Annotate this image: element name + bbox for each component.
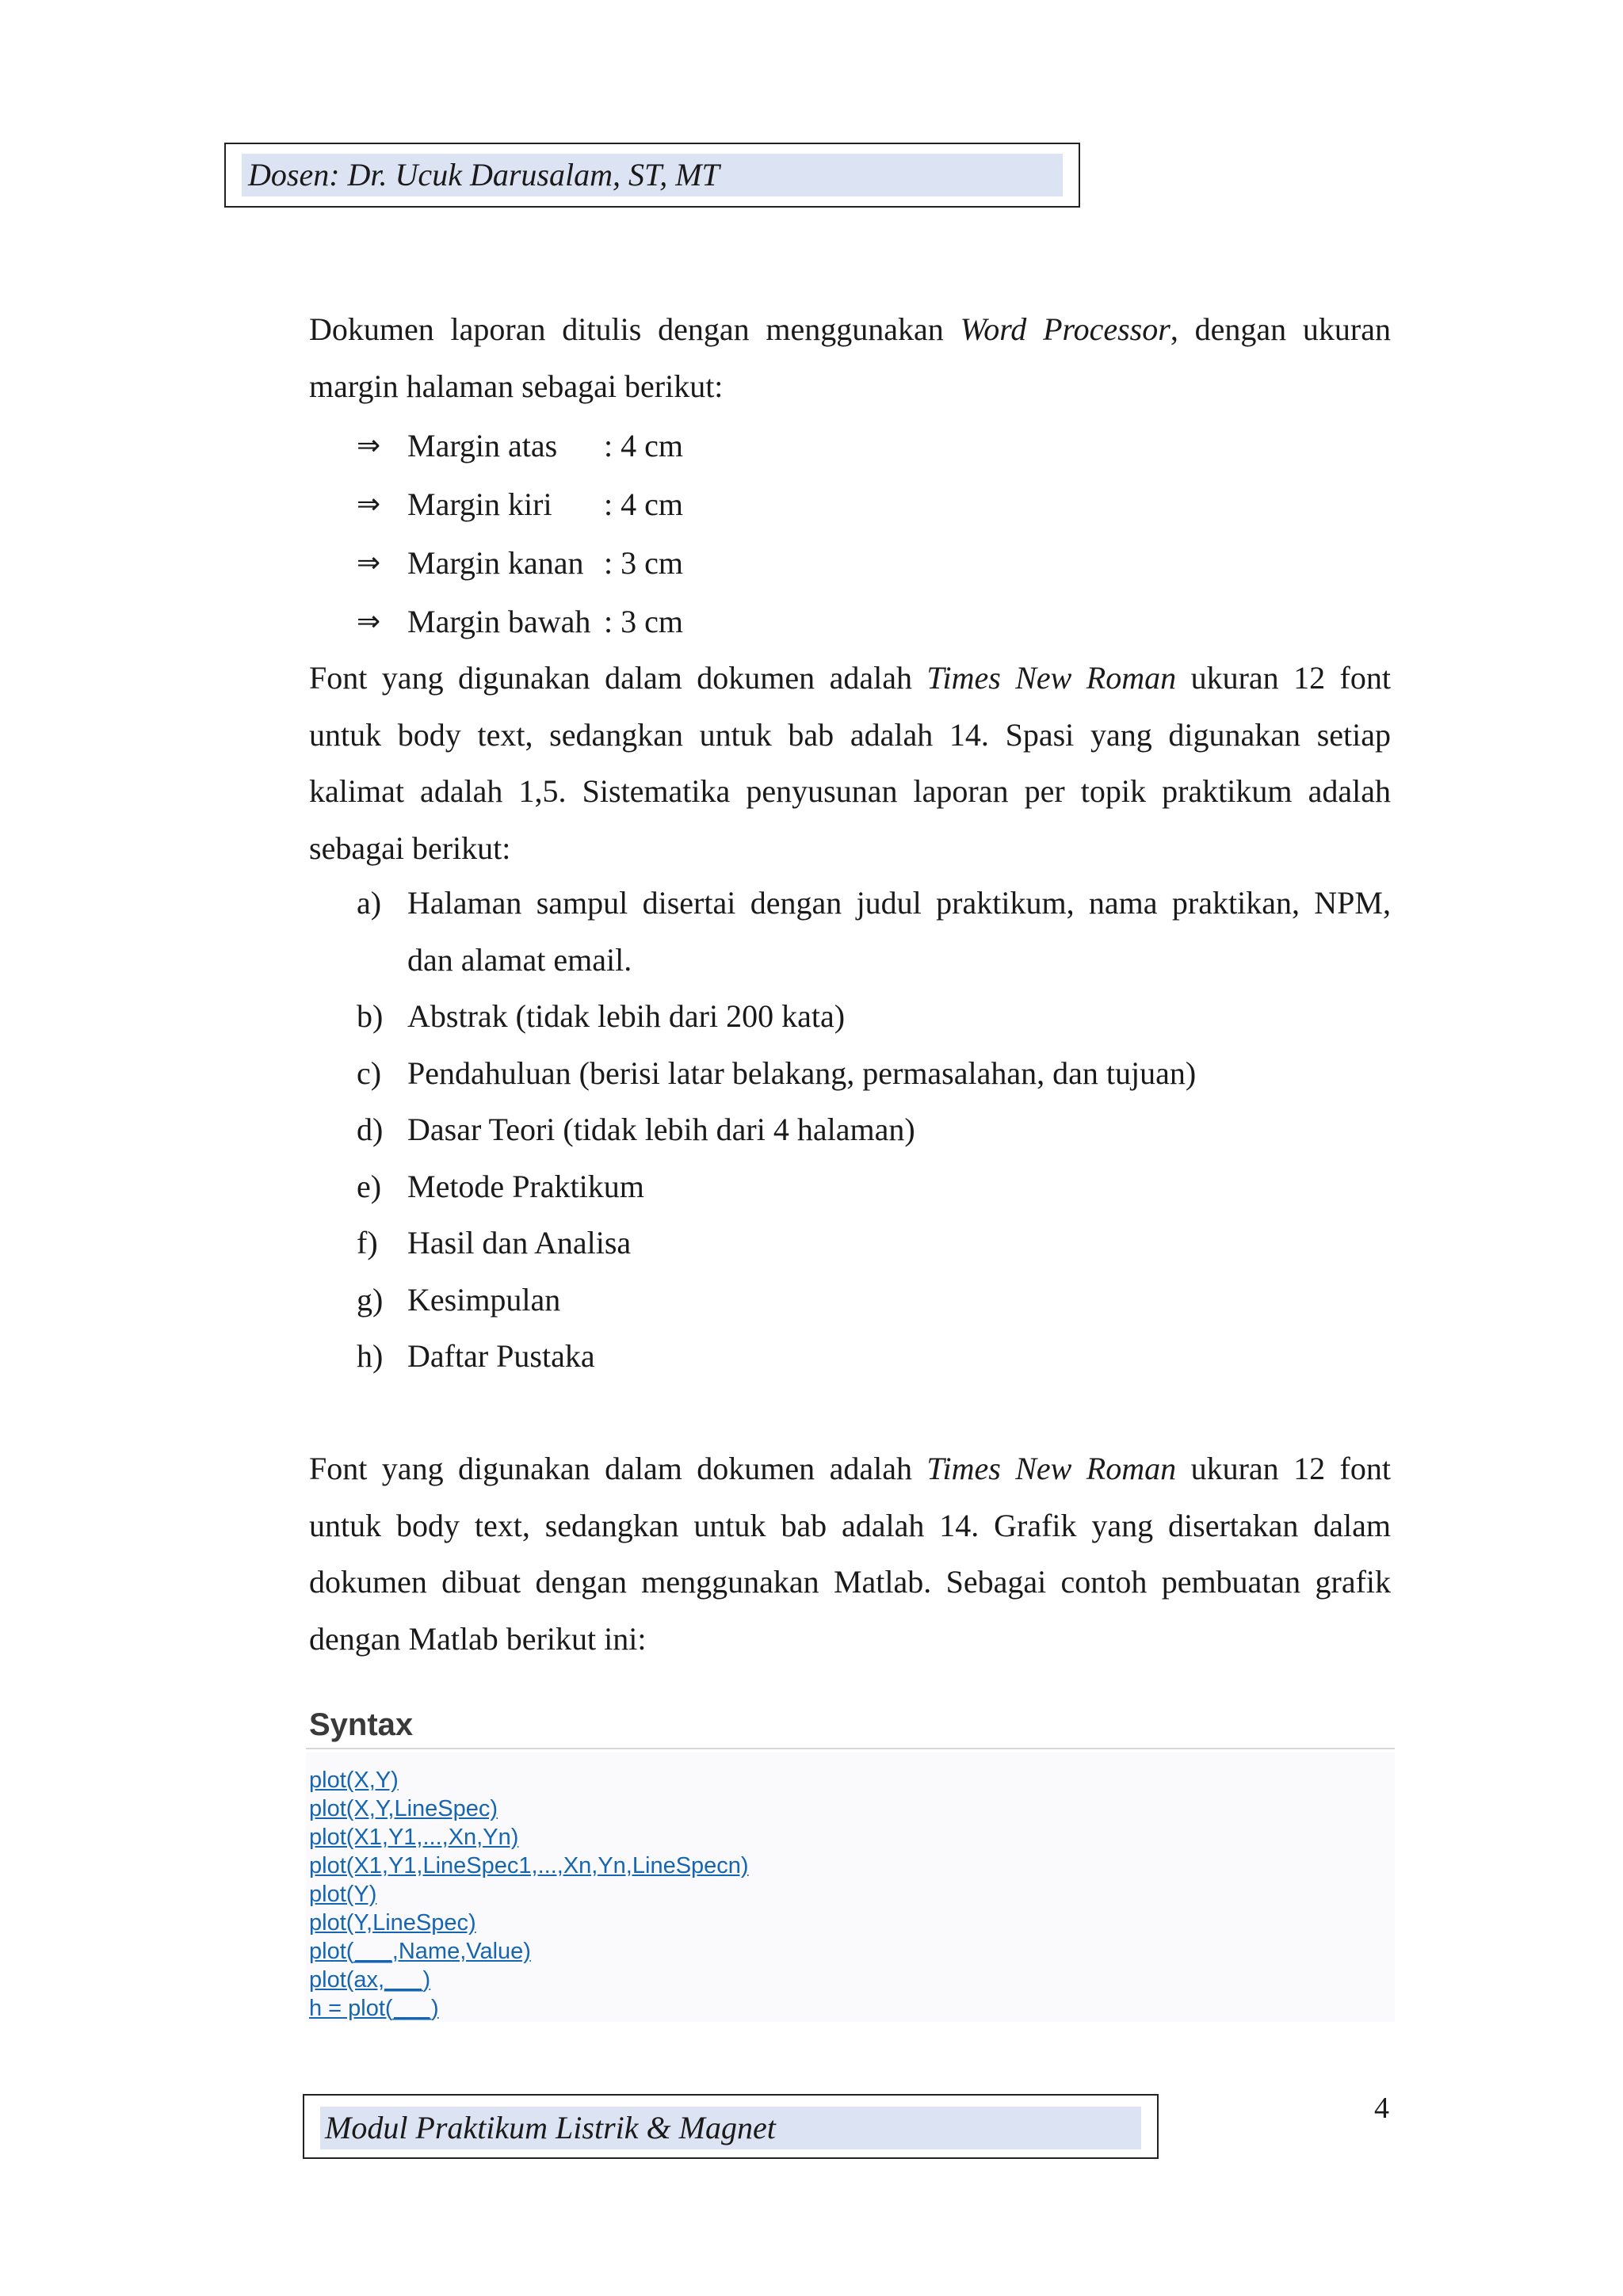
graph-text-pre: Font yang digunakan dalam dokumen adalah [309, 1451, 927, 1486]
graph-paragraph [309, 1440, 1391, 1667]
margin-value: : 4 cm [604, 428, 683, 463]
list-item [357, 988, 1391, 1045]
list-marker: b) [357, 998, 384, 1034]
list-item-text: Daftar Pustaka [407, 1338, 595, 1374]
header-box [224, 143, 1080, 208]
double-right-arrow-icon: ⇒ [357, 429, 381, 462]
list-item [357, 1158, 1391, 1215]
module-title: Modul Praktikum Listrik & Magnet [325, 2110, 776, 2145]
font-paragraph [309, 650, 1391, 876]
list-item-text: Kesimpulan [407, 1281, 561, 1318]
double-right-arrow-icon: ⇒ [357, 605, 381, 638]
margin-label: Margin kiri [407, 486, 552, 522]
double-right-arrow-icon: ⇒ [357, 488, 381, 521]
margin-value: : 4 cm [604, 486, 683, 522]
font-text-pre: Font yang digunakan dalam dokumen adalah [309, 660, 927, 696]
list-item-text: Metode Praktikum [407, 1168, 644, 1204]
list-marker: g) [357, 1281, 384, 1318]
syntax-link[interactable]: plot(___,Name,Value) [309, 1939, 531, 1964]
list-marker: c) [357, 1055, 382, 1091]
list-item [357, 1045, 1391, 1102]
list-item [357, 875, 1391, 988]
list-marker: a) [357, 885, 382, 921]
font-text-post: ukuran 12 font untuk body text, sedangkan untuk bab adalah 14. Spasi yang digunakan setiap kalimat adalah 1,5. Sistematika penyusunan laporan per topik praktikum adalah sebagai berikut: [309, 660, 1391, 866]
report-structure-list [357, 875, 1391, 1385]
list-item-text: Dasar Teori (tidak lebih dari 4 halaman) [407, 1112, 915, 1147]
list-marker: f) [357, 1225, 378, 1261]
list-item-text: Halaman sampul disertai dengan judul praktikum, nama praktikan, NPM, dan alamat email. [407, 885, 1391, 978]
list-marker: e) [357, 1168, 382, 1204]
margin-value: : 3 cm [604, 545, 683, 581]
syntax-link[interactable]: plot(X1,Y1,...,Xn,Yn) [309, 1825, 519, 1850]
margin-label: Margin kanan [407, 545, 584, 581]
syntax-link[interactable]: h = plot(___) [309, 1996, 439, 2021]
font-text-italic: Times New Roman [926, 660, 1177, 696]
list-item-text: Hasil dan Analisa [407, 1225, 632, 1261]
list-marker: d) [357, 1112, 384, 1147]
intro-text-pre: Dokumen laporan ditulis dengan menggunakan [309, 311, 960, 347]
syntax-heading: Syntax [309, 1707, 414, 1742]
intro-text-post: , dengan ukuran margin halaman sebagai berikut: [309, 311, 1391, 404]
page-number: 4 [1374, 2092, 1389, 2125]
margin-label: Margin atas [407, 428, 558, 463]
list-item [357, 1101, 1391, 1158]
double-right-arrow-icon: ⇒ [357, 547, 381, 579]
intro-text-italic: Word Processor [960, 311, 1170, 347]
graph-text-italic: Times New Roman [926, 1451, 1177, 1486]
lecturer-name: Dosen: Dr. Ucuk Darusalam, ST, MT [248, 157, 720, 193]
list-item-text: Abstrak (tidak lebih dari 200 kata) [407, 998, 846, 1034]
margin-value: : 3 cm [604, 604, 683, 639]
syntax-link[interactable]: plot(ax,___) [309, 1967, 431, 1993]
intro-paragraph [309, 301, 1391, 414]
syntax-divider [306, 1748, 1395, 1749]
list-item [357, 1215, 1391, 1272]
syntax-link[interactable]: plot(X,Y,LineSpec) [309, 1796, 498, 1821]
graph-text-post: ukuran 12 font untuk body text, sedangkan untuk bab adalah 14. Grafik yang disertakan dalam dokumen dibuat dengan menggunakan Matlab. Sebagai contoh pembuatan grafik dengan Matlab berikut ini: [309, 1451, 1391, 1657]
syntax-link[interactable]: plot(Y,LineSpec) [309, 1910, 476, 1936]
syntax-link[interactable]: plot(X1,Y1,LineSpec1,...,Xn,Yn,LineSpecn) [309, 1853, 749, 1878]
list-item [357, 1272, 1391, 1329]
list-marker: h) [357, 1338, 384, 1374]
footer-box [303, 2094, 1159, 2159]
syntax-list [309, 1766, 749, 2023]
syntax-link[interactable]: plot(Y) [309, 1882, 377, 1907]
margin-label: Margin bawah [407, 604, 591, 639]
list-item-text: Pendahuluan (berisi latar belakang, permasalahan, dan tujuan) [407, 1055, 1197, 1091]
syntax-link[interactable]: plot(X,Y) [309, 1768, 399, 1793]
list-item [357, 1328, 1391, 1385]
